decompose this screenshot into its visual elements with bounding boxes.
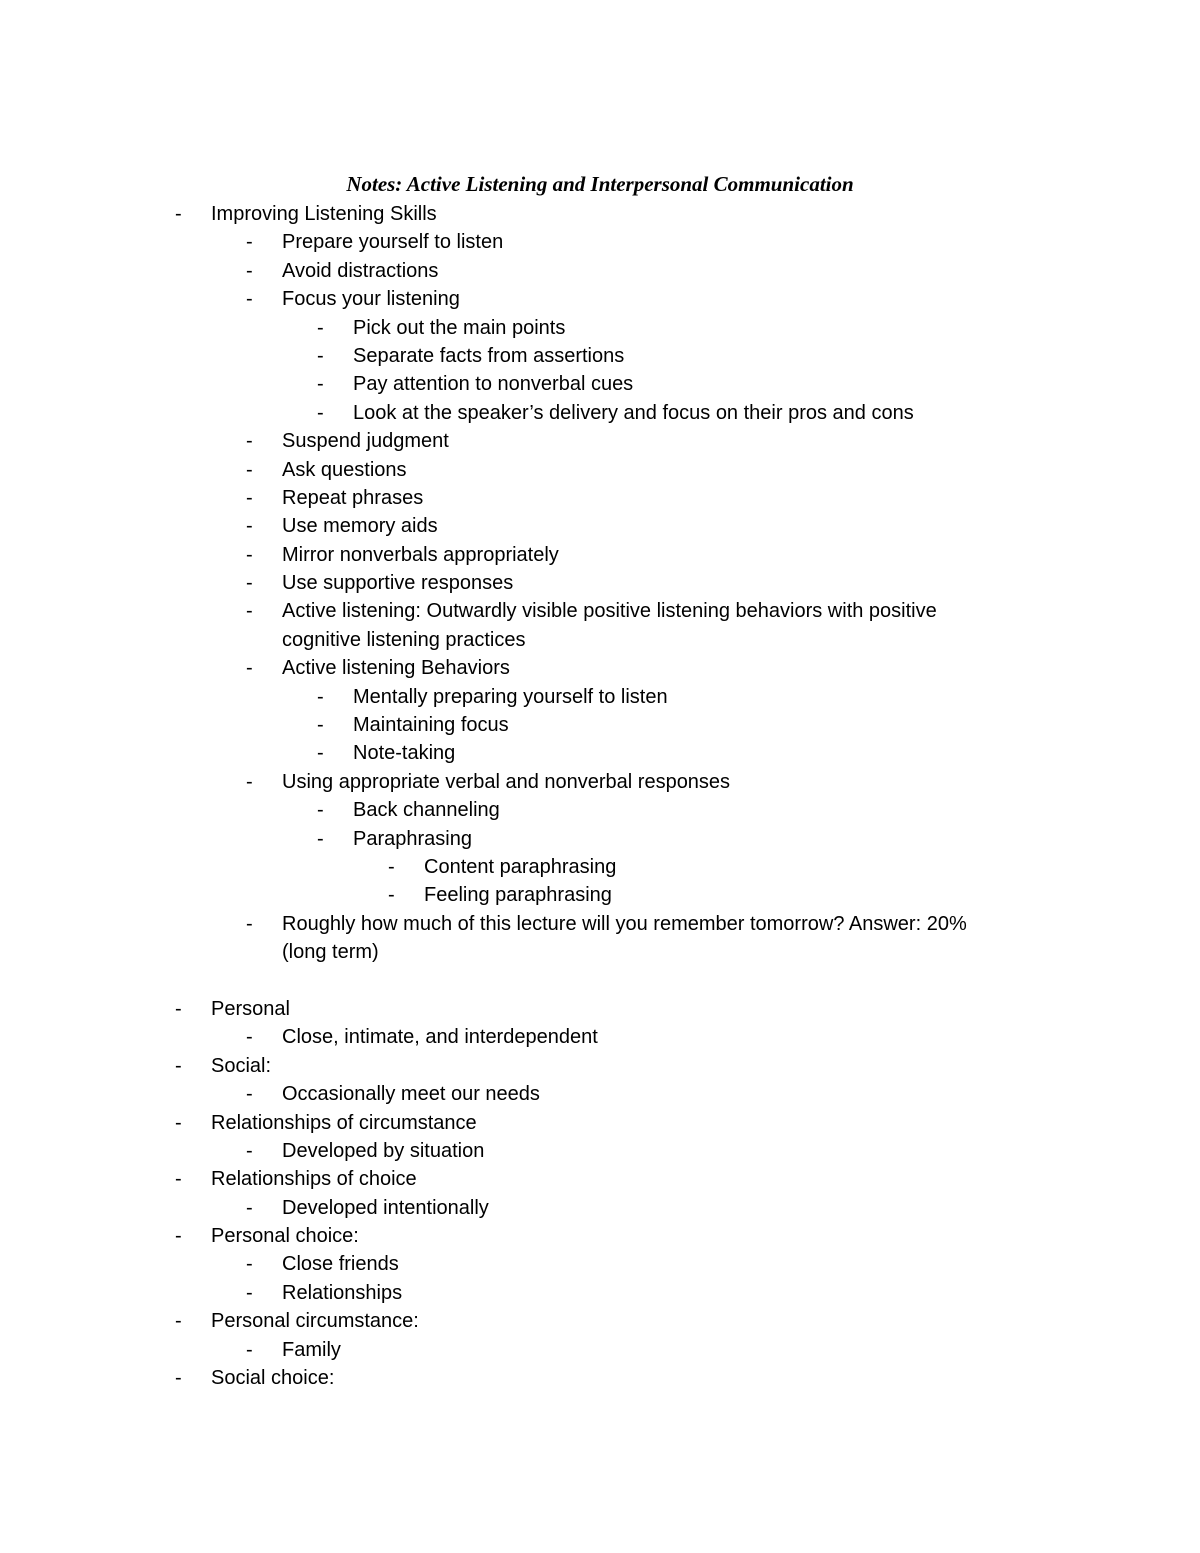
list-item-text: Back channeling bbox=[353, 799, 500, 822]
list-item-level-1 bbox=[0, 512, 1200, 540]
list-item-level-1 bbox=[0, 597, 1200, 625]
page-title: Notes: Active Listening and Interpersonal Communication bbox=[346, 172, 854, 196]
bullet-dash: - bbox=[175, 1168, 182, 1191]
list-item-level-1 bbox=[0, 1336, 1200, 1364]
list-item-text: Developed by situation bbox=[282, 1139, 485, 1162]
list-item-continuation bbox=[0, 626, 1200, 654]
list-item-text: Feeling paraphrasing bbox=[424, 884, 612, 907]
bullet-dash: - bbox=[246, 1338, 253, 1361]
list-item-text: Suspend judgment bbox=[282, 430, 449, 453]
list-item-level-0 bbox=[0, 1109, 1200, 1137]
bullet-dash: - bbox=[388, 855, 395, 878]
bullet-dash: - bbox=[246, 486, 253, 509]
bullet-dash: - bbox=[317, 373, 324, 396]
bullet-dash: - bbox=[246, 1139, 253, 1162]
bullet-dash: - bbox=[317, 344, 324, 367]
list-item-text: Close friends bbox=[282, 1253, 399, 1276]
blank-line bbox=[0, 967, 1200, 995]
bullet-dash: - bbox=[175, 1225, 182, 1248]
bullet-dash: - bbox=[246, 1083, 253, 1106]
list-item-text: Personal bbox=[211, 997, 290, 1020]
list-item-text: Active listening: Outwardly visible positive listening behaviors with positive bbox=[282, 600, 937, 623]
bullet-dash: - bbox=[246, 1026, 253, 1049]
bullet-dash: - bbox=[317, 742, 324, 765]
list-item-level-2 bbox=[0, 399, 1200, 427]
bullet-dash: - bbox=[175, 1111, 182, 1134]
list-item-text: Maintaining focus bbox=[353, 714, 509, 737]
list-item-level-2 bbox=[0, 825, 1200, 853]
list-item-level-1 bbox=[0, 541, 1200, 569]
bullet-dash: - bbox=[175, 1310, 182, 1333]
bullet-dash: - bbox=[175, 1054, 182, 1077]
notes-outline bbox=[0, 200, 1200, 1392]
bullet-dash: - bbox=[175, 1367, 182, 1390]
list-item-level-1 bbox=[0, 427, 1200, 455]
list-item-text: Note-taking bbox=[353, 742, 456, 765]
list-item-text: Social choice: bbox=[211, 1367, 335, 1390]
list-item-text: Pay attention to nonverbal cues bbox=[353, 373, 634, 396]
list-item-text: Using appropriate verbal and nonverbal responses bbox=[282, 770, 731, 793]
list-item-text: Pick out the main points bbox=[353, 316, 566, 339]
list-item-level-1 bbox=[0, 1250, 1200, 1278]
list-item-text: cognitive listening practices bbox=[282, 628, 526, 651]
list-item-text: Use memory aids bbox=[282, 515, 438, 538]
list-item-text: Occasionally meet our needs bbox=[282, 1083, 540, 1106]
list-item-text: Relationships of circumstance bbox=[211, 1111, 477, 1134]
bullet-dash: - bbox=[317, 827, 324, 850]
list-item-level-1 bbox=[0, 484, 1200, 512]
bullet-dash: - bbox=[317, 316, 324, 339]
list-item-text: Prepare yourself to listen bbox=[282, 231, 504, 254]
list-item-text: Content paraphrasing bbox=[424, 855, 617, 878]
bullet-dash: - bbox=[246, 572, 253, 595]
list-item-level-1 bbox=[0, 910, 1200, 938]
list-item-level-1 bbox=[0, 228, 1200, 256]
bullet-dash: - bbox=[317, 799, 324, 822]
list-item-level-0 bbox=[0, 1165, 1200, 1193]
bullet-dash: - bbox=[317, 401, 324, 424]
list-item-level-1 bbox=[0, 285, 1200, 313]
list-item-level-0 bbox=[0, 200, 1200, 228]
list-item-text: Look at the speaker’s delivery and focus on their pros and cons bbox=[353, 401, 914, 424]
bullet-dash: - bbox=[246, 1253, 253, 1276]
list-item-level-2 bbox=[0, 796, 1200, 824]
list-item-level-1 bbox=[0, 1279, 1200, 1307]
list-item-text: Personal choice: bbox=[211, 1225, 359, 1248]
list-item-level-0 bbox=[0, 995, 1200, 1023]
list-item-level-1 bbox=[0, 257, 1200, 285]
list-item-text: Roughly how much of this lecture will you remember tomorrow? Answer: 20% bbox=[282, 912, 967, 935]
bullet-dash: - bbox=[246, 912, 253, 935]
list-item-level-0 bbox=[0, 1052, 1200, 1080]
bullet-dash: - bbox=[246, 543, 253, 566]
bullet-dash: - bbox=[246, 1281, 253, 1304]
bullet-dash: - bbox=[246, 1196, 253, 1219]
list-item-text: Active listening Behaviors bbox=[282, 657, 510, 680]
list-item-level-2 bbox=[0, 683, 1200, 711]
list-item-text: Developed intentionally bbox=[282, 1196, 489, 1219]
list-item-text: Ask questions bbox=[282, 458, 407, 481]
bullet-dash: - bbox=[246, 600, 253, 623]
list-item-level-2 bbox=[0, 370, 1200, 398]
list-item-level-3 bbox=[0, 881, 1200, 909]
list-item-text: Relationships of choice bbox=[211, 1168, 417, 1191]
bullet-dash: - bbox=[246, 458, 253, 481]
list-item-text: Repeat phrases bbox=[282, 486, 424, 509]
list-item-level-1 bbox=[0, 456, 1200, 484]
bullet-dash: - bbox=[246, 231, 253, 254]
list-item-text: Separate facts from assertions bbox=[353, 344, 625, 367]
list-item-text: Mentally preparing yourself to listen bbox=[353, 685, 668, 708]
list-item-text: Personal circumstance: bbox=[211, 1310, 419, 1333]
bullet-dash: - bbox=[246, 259, 253, 282]
list-item-text: Close, intimate, and interdependent bbox=[282, 1026, 598, 1049]
list-item-text: Social: bbox=[211, 1054, 272, 1077]
list-item-level-0 bbox=[0, 1307, 1200, 1335]
list-item-level-0 bbox=[0, 1364, 1200, 1392]
list-item-level-2 bbox=[0, 314, 1200, 342]
list-item-level-1 bbox=[0, 1194, 1200, 1222]
bullet-dash: - bbox=[246, 657, 253, 680]
bullet-dash: - bbox=[317, 714, 324, 737]
list-item-level-2 bbox=[0, 711, 1200, 739]
list-item-text: Mirror nonverbals appropriately bbox=[282, 543, 559, 566]
list-item-level-1 bbox=[0, 1080, 1200, 1108]
list-item-level-1 bbox=[0, 569, 1200, 597]
list-item-level-2 bbox=[0, 739, 1200, 767]
list-item-text: Focus your listening bbox=[282, 288, 460, 311]
list-item-text: Use supportive responses bbox=[282, 572, 514, 595]
list-item-level-1 bbox=[0, 1137, 1200, 1165]
list-item-text: Avoid distractions bbox=[282, 259, 439, 282]
list-item-level-2 bbox=[0, 342, 1200, 370]
bullet-dash: - bbox=[246, 288, 253, 311]
list-item-text: Family bbox=[282, 1338, 341, 1361]
bullet-dash: - bbox=[246, 770, 253, 793]
list-item-text: Paraphrasing bbox=[353, 827, 472, 850]
list-item-text: Improving Listening Skills bbox=[211, 203, 437, 225]
bullet-dash: - bbox=[317, 685, 324, 708]
bullet-dash: - bbox=[175, 203, 182, 225]
list-item-text: Relationships bbox=[282, 1281, 403, 1304]
list-item-level-3 bbox=[0, 853, 1200, 881]
list-item-level-1 bbox=[0, 1023, 1200, 1051]
bullet-dash: - bbox=[246, 430, 253, 453]
bullet-dash: - bbox=[388, 884, 395, 907]
bullet-dash: - bbox=[246, 515, 253, 538]
list-item-text: (long term) bbox=[282, 941, 379, 964]
bullet-dash: - bbox=[175, 997, 182, 1020]
list-item-level-1 bbox=[0, 768, 1200, 796]
list-item-continuation bbox=[0, 938, 1200, 966]
list-item-level-1 bbox=[0, 654, 1200, 682]
list-item-level-0 bbox=[0, 1222, 1200, 1250]
